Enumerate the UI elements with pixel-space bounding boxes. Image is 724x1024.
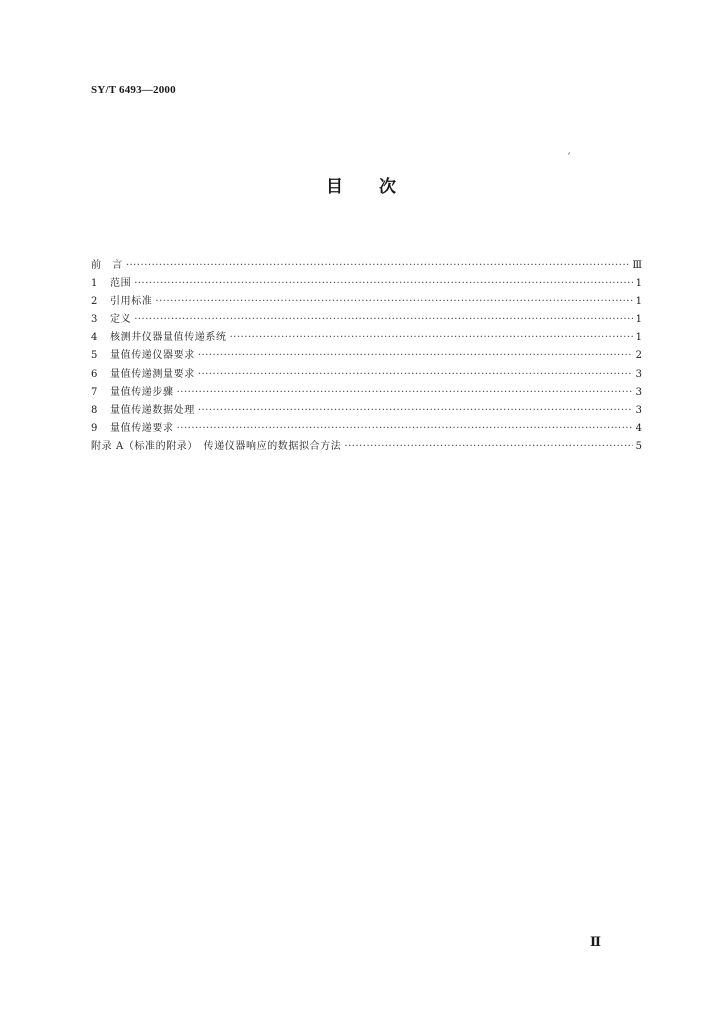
toc-entry-number: 9 <box>91 422 98 434</box>
toc-entry-label: 附录 A（标准的附录） 传递仪器响应的数据拟合方法 <box>91 440 342 452</box>
toc-entry-label: 前 言 <box>91 260 123 271</box>
toc-entry-number: 8 <box>91 404 98 416</box>
toc-entry-label: 量值传递数据处理 <box>110 404 195 416</box>
toc-entry-1[interactable] <box>91 275 642 293</box>
toc-entry-number: 6 <box>91 368 98 380</box>
toc-entry-number: 2 <box>91 296 98 308</box>
toc-entry-6[interactable] <box>91 366 642 384</box>
toc-leader-dots <box>230 329 633 347</box>
toc-title-char-1: 目 <box>326 177 343 197</box>
toc-entry-page: 2 <box>635 350 642 362</box>
toc-entry-5[interactable] <box>91 347 642 365</box>
toc-entry-page: 1 <box>635 278 642 290</box>
toc-leader-dots <box>198 366 633 384</box>
toc-entry-page: 4 <box>635 422 642 434</box>
toc-entry-label: 核测井仪器量值传递系统 <box>110 332 227 344</box>
toc-list <box>91 257 642 456</box>
toc-leader-dots <box>344 438 632 456</box>
toc-entry-number: 5 <box>91 350 98 362</box>
toc-entry-page: 1 <box>635 296 642 308</box>
toc-entry-page: 5 <box>635 440 642 452</box>
page-number: Ⅱ <box>590 934 601 949</box>
toc-leader-dots <box>134 275 632 293</box>
toc-entry-label: 量值传递仪器要求 <box>110 350 195 362</box>
toc-entry-9[interactable] <box>91 420 642 438</box>
toc-leader-dots <box>155 293 632 311</box>
toc-title-char-2: 次 <box>379 177 396 197</box>
toc-entry-number: 4 <box>91 332 98 344</box>
toc-entry-4[interactable] <box>91 329 642 347</box>
toc-entry-label: 引用标准 <box>110 296 153 308</box>
toc-entry-page: 3 <box>635 404 642 416</box>
toc-leader-dots <box>177 384 633 402</box>
toc-leader-dots <box>177 420 633 438</box>
toc-entry-7[interactable] <box>91 384 642 402</box>
standard-code: SY/T 6493—2000 <box>91 84 176 96</box>
toc-leader-dots <box>126 257 630 275</box>
toc-entry-page: 3 <box>635 386 642 398</box>
toc-entry-2[interactable] <box>91 293 642 311</box>
toc-leader-dots <box>198 402 633 420</box>
toc-entry-label: 范围 <box>110 278 132 290</box>
toc-entry-preface[interactable] <box>91 257 642 275</box>
toc-entry-3[interactable] <box>91 311 642 329</box>
stray-mark: ˊ <box>566 153 571 164</box>
toc-entry-label: 定义 <box>110 314 132 326</box>
toc-entry-page: 1 <box>635 332 642 344</box>
toc-entry-page: Ⅲ <box>632 260 642 271</box>
toc-entry-page: 3 <box>635 368 642 380</box>
toc-entry-number: 3 <box>91 314 98 326</box>
toc-leader-dots <box>198 347 633 365</box>
toc-entry-8[interactable] <box>91 402 642 420</box>
toc-entry-label: 量值传递测量要求 <box>110 368 195 380</box>
toc-entry-appendix-a[interactable] <box>91 438 642 456</box>
toc-entry-number: 1 <box>91 278 98 290</box>
toc-entry-page: 1 <box>635 314 642 326</box>
toc-leader-dots <box>134 311 632 329</box>
toc-entry-number: 7 <box>91 386 98 398</box>
toc-entry-label: 量值传递步骤 <box>110 386 174 398</box>
toc-entry-label: 量值传递要求 <box>110 422 174 434</box>
toc-title <box>326 172 396 197</box>
